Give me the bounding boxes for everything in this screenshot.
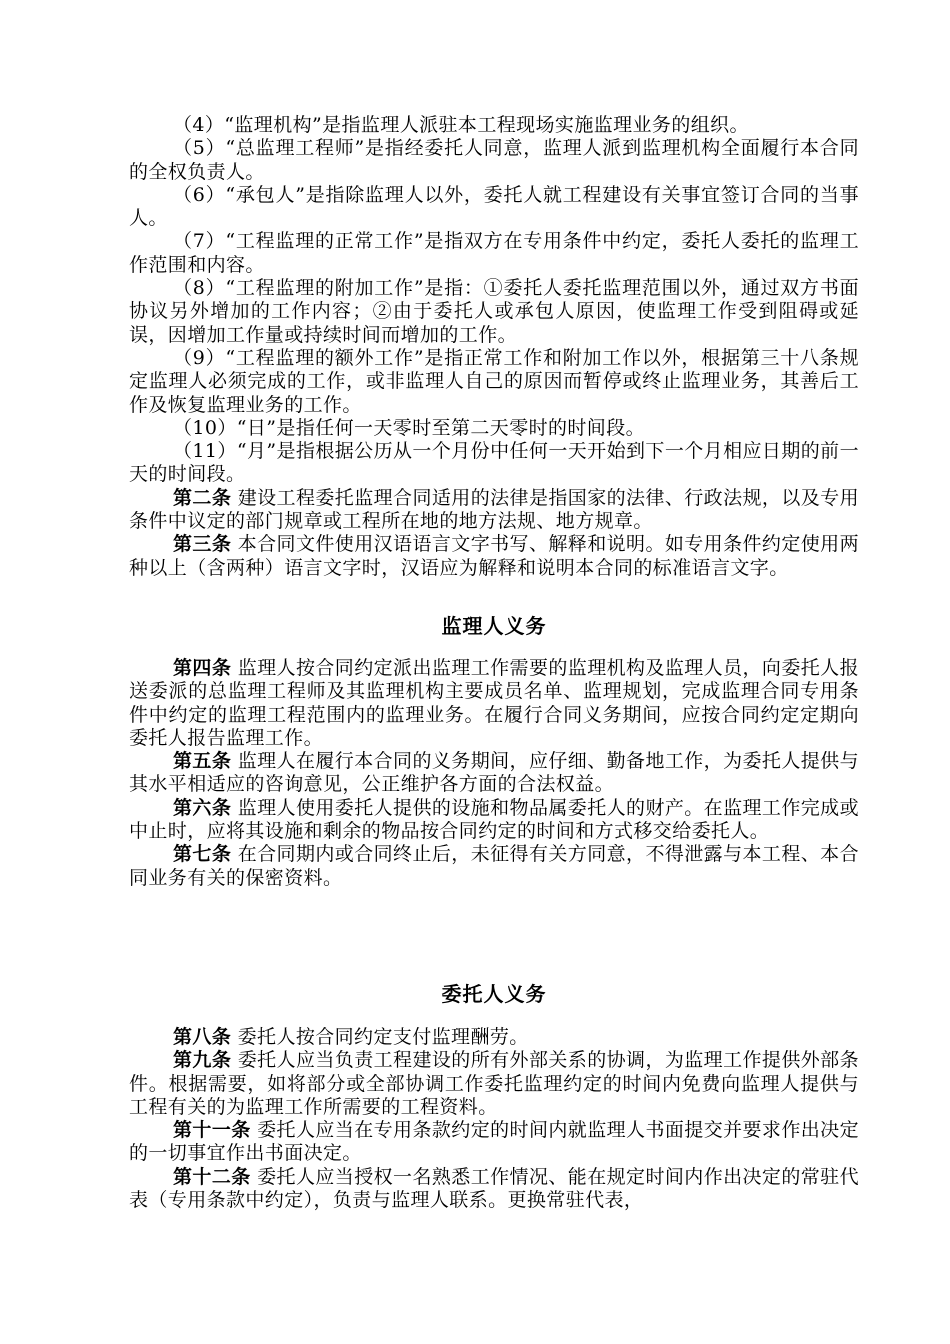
clause-text: 委托人按合同约定支付监理酬劳。 xyxy=(237,1025,529,1048)
definition-4: （4）“监理机构”是指监理人派驻本工程现场实施监理业务的组织。 xyxy=(173,114,749,136)
clause-text: 监理人按合同约定派出监理工作需要的监理机构及监理人员，向委托人报送委派的总监理工程师及其监理机构主要成员名单、监理规划，完成监理合同专用条件中约定的监理工程范围内的监理业务。在履行合同义务期间，应按合同约定定期向委托人报告监理工作。 xyxy=(129,656,859,749)
clause-2 xyxy=(129,487,859,534)
section-heading-supervisor-obligations: 监理人义务 xyxy=(441,613,547,638)
clause-5 xyxy=(129,750,859,797)
clause-number: 第六条 xyxy=(173,796,232,819)
definition-6: （6）“承包人”是指除监理人以外，委托人就工程建设有关事宜签订合同的当事人。 xyxy=(129,183,859,230)
clause-text: 在合同期内或合同终止后，未征得有关方同意，不得泄露与本工程、本合同业务有关的保密资料。 xyxy=(129,843,859,889)
clause-text: 本合同文件使用汉语语言文字书写、解释和说明。如专用条件约定使用两种以上（含两种）语言文字时，汉语应为解释和说明本合同的标准语言文字。 xyxy=(129,533,859,579)
clause-11 xyxy=(129,1119,859,1166)
clause-number: 第十二条 xyxy=(173,1165,251,1188)
clause-number: 第八条 xyxy=(173,1025,232,1048)
clause-text: 监理人在履行本合同的义务期间，应仔细、勤备地工作，为委托人提供与其水平相适应的咨询意见，公正维护各方面的合法权益。 xyxy=(129,750,859,796)
section-heading-client-obligations: 委托人义务 xyxy=(441,981,547,1006)
clause-text: 建设工程委托监理合同适用的法律是指国家的法律、行政法规，以及专用条件中议定的部门规章或工程所在地的地方法规、地方规章。 xyxy=(129,486,859,533)
clause-8 xyxy=(129,1026,859,1049)
definition-8: （8）“工程监理的附加工作”是指：①委托人委托监理范围以外，通过双方书面协议另外增加的工作内容；②由于委托人或承包人原因，使监理工作受到阻碍或延误，因增加工作量或持续时间而增加的工作。 xyxy=(129,277,859,346)
clause-text: 委托人应当授权一名熟悉工作情况、能在规定时间内作出决定的常驻代表（专用条款中约定），负责与监理人联系。更换常驻代表， xyxy=(129,1165,859,1211)
definition-10: （10）“日”是指任何一天零时至第二天零时的时间段。 xyxy=(173,416,646,439)
clause-3 xyxy=(129,533,859,580)
clause-number: 第四条 xyxy=(173,656,232,679)
clause-number: 第三条 xyxy=(173,533,232,556)
clause-number: 第七条 xyxy=(173,843,232,866)
document-page xyxy=(129,114,859,1212)
clause-text: 监理人使用委托人提供的设施和物品属委托人的财产。在监理工作完成或中止时，应将其设施和剩余的物品按合同约定的时间和方式移交给委托人。 xyxy=(129,796,859,843)
clause-text: 委托人应当负责工程建设的所有外部关系的协调，为监理工作提供外部条件。根据需要，如将部分或全部协调工作委托监理约定的时间内免费向监理人提供与工程有关的为监理工作所需要的工程资料。 xyxy=(129,1049,859,1118)
definition-5: （5）“总监理工程师”是指经委托人同意，监理人派到监理机构全面履行本合同的全权负责人。 xyxy=(129,137,859,183)
clause-9 xyxy=(129,1049,859,1119)
definition-9: （9）“工程监理的额外工作”是指正常工作和附加工作以外，根据第三十八条规定监理人必须完成的工作，或非监理人自己的原因而暂停或终止监理业务，其善后工作及恢复监理业务的工作。 xyxy=(129,346,859,416)
clause-4 xyxy=(129,657,859,750)
clause-number: 第九条 xyxy=(173,1049,232,1072)
clause-7 xyxy=(129,843,859,890)
clause-number: 第五条 xyxy=(173,750,232,773)
clause-12 xyxy=(129,1166,859,1213)
definition-7: （7）“工程监理的正常工作”是指双方在专用条件中约定，委托人委托的监理工作范围和内容。 xyxy=(129,230,859,276)
clause-number: 第二条 xyxy=(173,486,232,509)
definition-11: （11）“月”是指根据公历从一个月份中任何一天开始到下一个月相应日期的前一天的时间段。 xyxy=(129,440,859,486)
clause-6 xyxy=(129,797,859,844)
clause-number: 第十一条 xyxy=(173,1119,251,1142)
clause-text: 委托人应当在专用条款约定的时间内就监理人书面提交并要求作出决定的一切事宜作出书面决定。 xyxy=(129,1119,859,1165)
